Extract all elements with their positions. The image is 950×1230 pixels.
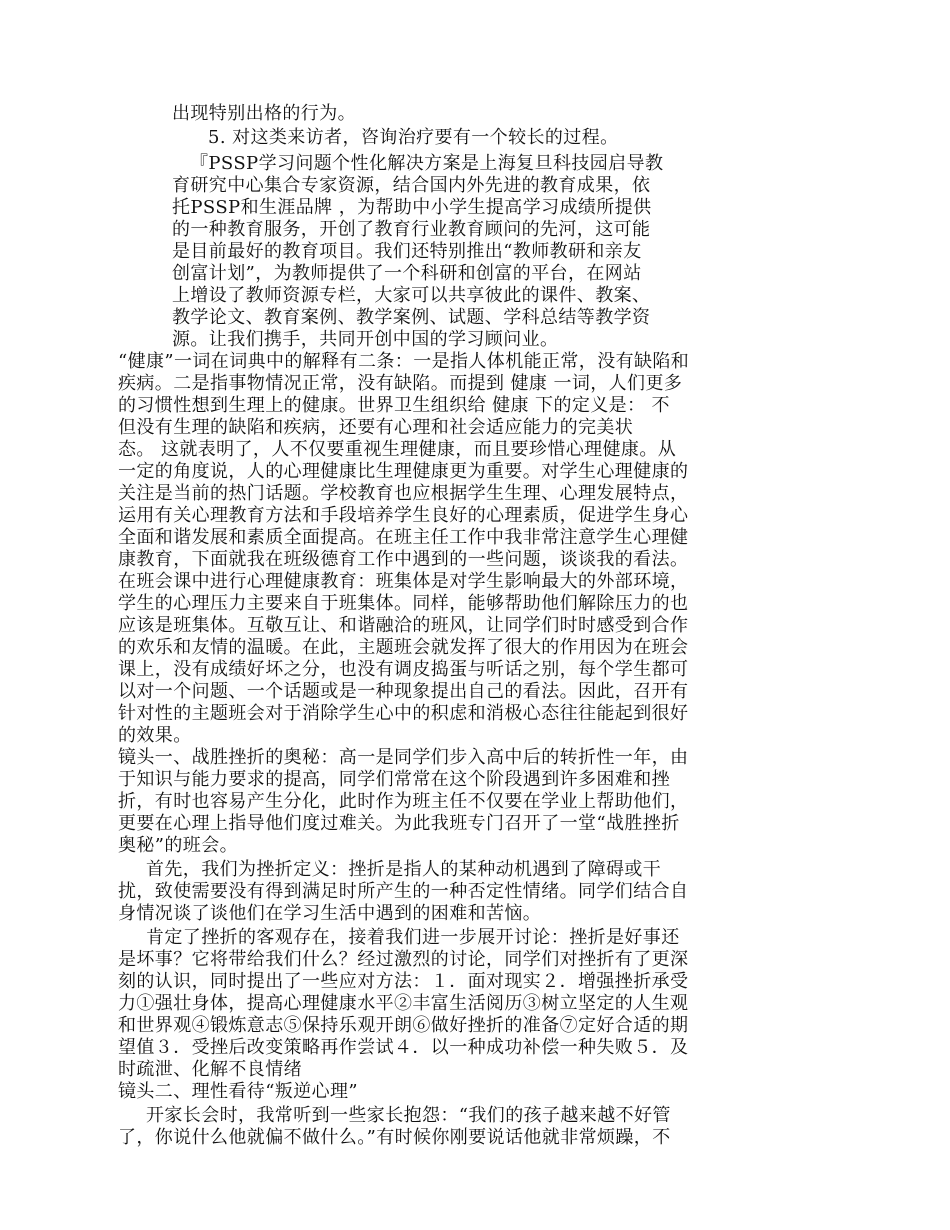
text-line: 首先，我们为挫折定义：挫折是指人的某种动机遇到了障碍或干 [146,859,662,880]
text-line: 托PSSP和生涯品牌 ，为帮助中小学生提高学习成绩所提供 [172,197,652,218]
text-line: 关注是当前的热门话题。学校教育也应根据学生生理、心理发展特点， [118,483,689,504]
text-line: 应该是班集体。互敬互让、和谐融洽的班风，让同学们时时感受到合作 [118,615,689,636]
text-line: 一定的角度说，人的心理健康比生理健康更为重要。对学生心理健康的 [118,461,689,482]
text-line: 5. 对这类来访者，咨询治疗要有一个较长的过程。 [208,127,619,148]
text-line: 刻的认识，同时提出了一些应对方法：１．面对现实２．增强挫折承受 [118,971,689,992]
text-line: 源。让我们携手，共同开创中国的学习顾问业。 [172,329,559,350]
section-heading: 镜头一、战胜挫折的奥秘：高一是同学们步入高中后的转折性一年，由 [118,747,689,768]
text-line: 更要在心理上指导他们度过难关。为此我班专门召开了一堂“战胜挫折 [118,813,680,834]
text-line: 『PSSP学习问题个性化解决方案是上海复旦科技园启导教 [190,153,664,174]
text-line: 的习惯性想到生理上的健康。世界卫生组织给 健康 下的定义是： 不 [118,395,670,416]
text-line: 是坏事？它将带给我们什么？经过激烈的讨论，同学们对挫折有了更深 [118,949,689,970]
text-line: 开家长会时，我常听到一些家长抱怨：“我们的孩子越来越不好管 [146,1105,671,1126]
text-line: 课上，没有成绩好坏之分，也没有调皮捣蛋与听话之别，每个学生都可 [118,659,689,680]
text-line: 态。 这就表明了，人不仅要重视生理健康，而且要珍惜心理健康。从 [118,439,677,460]
text-line: 扰，致使需要没有得到满足时所产生的一种否定性情绪。同学们结合自 [118,881,689,902]
section-heading: 镜头二、理性看待“叛逆心理” [118,1081,359,1102]
text-line: 的欢乐和友情的温暖。在此，主题班会就发挥了很大的作用因为在班会 [118,637,689,658]
text-line: 全面和谐发展和素质全面提高。在班主任工作中我非常注意学生心理健 [118,527,689,548]
text-line: 以对一个问题、一个话题或是一种现象提出自己的看法。因此，召开有 [118,681,689,702]
text-line: 肯定了挫折的客观存在，接着我们进一步展开讨论：挫折是好事还 [146,927,680,948]
text-line: 康教育，下面就我在班级德育工作中遇到的一些问题，谈谈我的看法。 [118,549,689,570]
text-line: 上增设了教师资源专栏，大家可以共享彼此的课件、教案、 [172,285,651,306]
text-line: 和世界观④锻炼意志⑤保持乐观开朗⑥做好挫折的准备⑦定好合适的期 [118,1015,689,1036]
text-line: “健康”一词在词典中的解释有二条：一是指人体机能正常，没有缺陷和 [118,351,690,372]
text-line: 学生的心理压力主要来自于班集体。同样，能够帮助他们解除压力的也 [118,593,689,614]
text-line: 望值３．受挫后改变策略再作尝试４．以一种成功补偿一种失败５．及 [118,1037,689,1058]
text-line: 出现特别出格的行为。 [172,103,356,124]
text-line: 身情况谈了谈他们在学习生活中遇到的困难和苦恼。 [118,903,542,924]
text-line: 于知识与能力要求的提高，同学们常常在这个阶段遇到许多困难和挫 [118,769,670,790]
text-line: 奥秘”的班会。 [118,835,239,856]
text-line: 针对性的主题班会对于消除学生心中的积虑和消极心态往往能起到很好 [118,703,689,724]
text-line: 了，你说什么他就偏不做什么。”有时候你刚要说话他就非常烦躁，不 [118,1127,671,1148]
text-line: 的一种教育服务，开创了教育行业教育顾问的先河，这可能 [172,219,651,240]
text-line: 运用有关心理教育方法和手段培养学生良好的心理素质，促进学生身心 [118,505,689,526]
text-line: 育研究中心集合专家资源，结合国内外先进的教育成果，依 [172,175,651,196]
text-line: 但没有生理的缺陷和疾病，还要有心理和社会适应能力的完美状 [118,417,634,438]
text-line: 教学论文、教育案例、教学案例、试题、学科总结等教学资 [172,307,651,328]
text-line: 创富计划”，为教师提供了一个科研和创富的平台，在网站 [172,263,642,284]
text-line: 折，有时也容易产生分化，此时作为班主任不仅要在学业上帮助他们， [118,791,689,812]
text-line: 疾病。二是指事物情况正常，没有缺陷。而提到 健康 一词，人们更多 [118,373,683,394]
text-line: 的效果。 [118,725,192,746]
text-line: 力①强壮身体，提高心理健康水平②丰富生活阅历③树立坚定的人生观 [118,993,689,1014]
text-line: 在班会课中进行心理健康教育：班集体是对学生影响最大的外部环境， [118,571,689,592]
text-line: 是目前最好的教育项目。我们还特别推出“教师教研和亲友 [172,241,642,262]
text-line: 时疏泄、化解不良情绪 [118,1059,302,1080]
